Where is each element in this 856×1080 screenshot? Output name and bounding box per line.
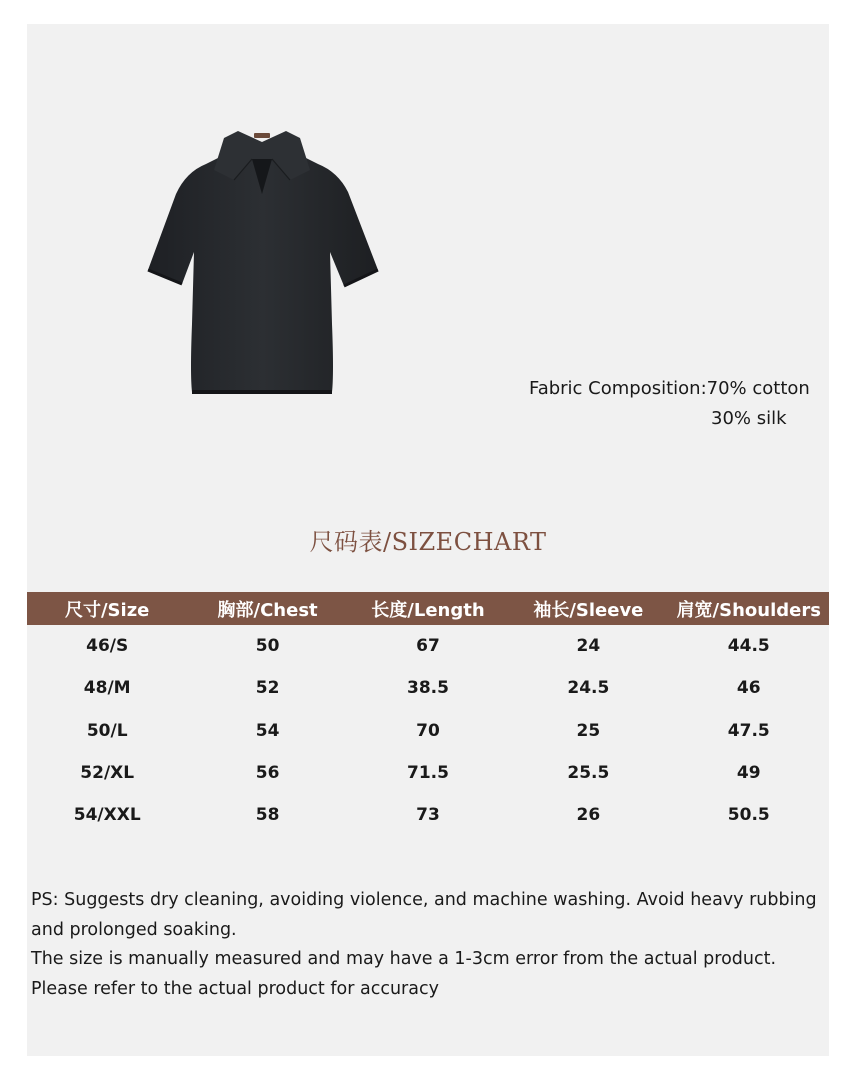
cell-size: 48/M	[83, 678, 131, 699]
cell-size: 54/XXL	[73, 805, 141, 826]
header-chest: 胸部/Chest	[217, 599, 318, 621]
cell-shoulders: 47.5	[727, 720, 770, 741]
fabric-line-2: 30% silk	[711, 408, 787, 429]
polo-shirt-image	[142, 124, 382, 404]
cell-shoulders: 49	[736, 763, 761, 784]
care-note-washing: PS: Suggests dry cleaning, avoiding violence, and machine washing. Avoid heavy rubbing and prolonged soaking.	[31, 890, 817, 940]
cell-sleeve: 24.5	[567, 678, 610, 699]
care-notes	[31, 886, 827, 1004]
fabric-composition	[529, 374, 819, 434]
cell-shoulders: 50.5	[727, 805, 770, 826]
cell-shoulders: 46	[736, 678, 761, 699]
cell-chest: 52	[255, 678, 280, 699]
care-note-accuracy: Please refer to the actual product for accuracy	[31, 978, 439, 999]
cell-length: 38.5	[407, 678, 449, 699]
cell-size: 50/L	[86, 720, 128, 741]
care-note-measurement: The size is manually measured and may have a 1-3cm error from the actual product.	[31, 949, 777, 969]
table-row	[27, 794, 829, 836]
cell-chest: 58	[255, 805, 280, 826]
cell-sleeve: 24	[576, 636, 601, 657]
cell-length: 71.5	[407, 763, 449, 784]
cell-sleeve: 25	[576, 720, 601, 741]
header-size: 尺寸/Size	[64, 599, 150, 621]
table-row	[27, 625, 829, 667]
cell-length: 70	[416, 720, 440, 741]
header-shoulders: 肩宽/Shoulders	[676, 599, 821, 621]
cell-sleeve: 26	[576, 805, 601, 826]
size-chart-title: 尺码表/SIZECHART	[309, 528, 547, 556]
table-row	[27, 752, 829, 794]
cell-length: 73	[416, 805, 440, 826]
product-info-panel	[27, 24, 829, 1056]
cell-chest: 50	[255, 636, 280, 657]
table-row	[27, 710, 829, 752]
cell-chest: 54	[255, 720, 280, 741]
size-chart-header-row	[27, 592, 829, 625]
cell-sleeve: 25.5	[567, 763, 610, 784]
fabric-line-1: Fabric Composition:70% cotton	[529, 378, 810, 399]
cell-length: 67	[416, 636, 440, 657]
table-row	[27, 667, 829, 709]
cell-chest: 56	[255, 763, 280, 784]
cell-shoulders: 44.5	[727, 636, 770, 657]
header-length: 长度/Length	[371, 599, 485, 621]
cell-size: 46/S	[86, 636, 129, 657]
size-chart-table	[27, 592, 829, 836]
cell-size: 52/XL	[80, 763, 135, 784]
header-sleeve: 袖长/Sleeve	[533, 599, 644, 621]
